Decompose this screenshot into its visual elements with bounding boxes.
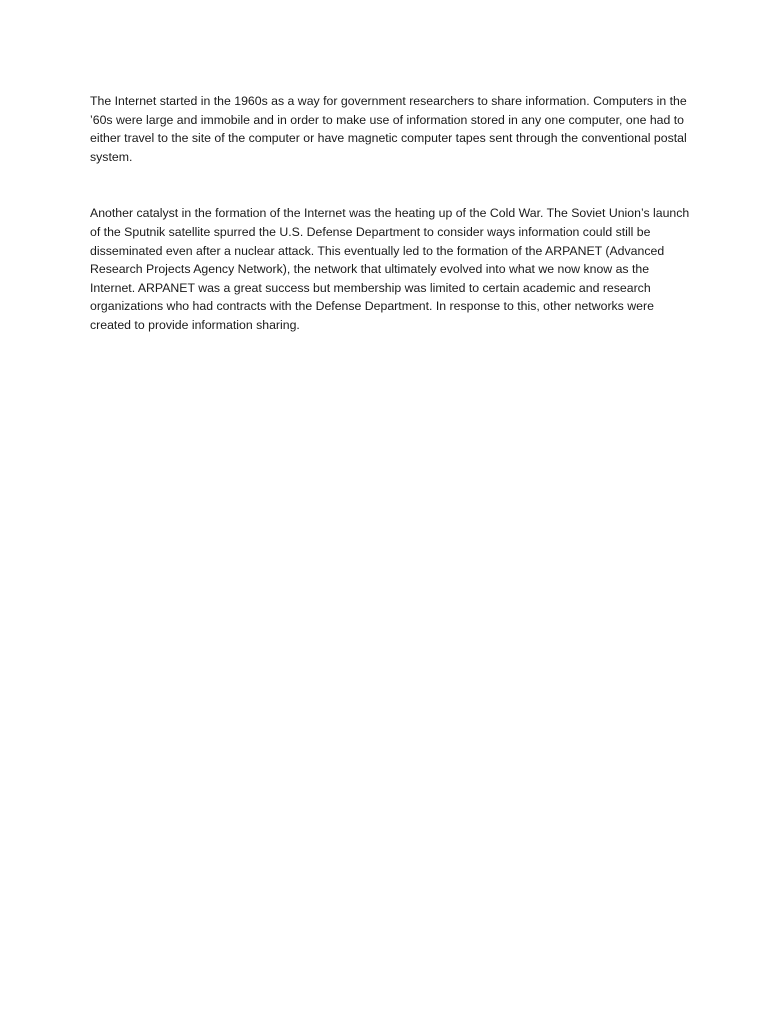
paragraph-cold-war-catalyst: Another catalyst in the formation of the Internet was the heating up of the Cold War. The Soviet Union’s launch of the Sputnik satellite spurred the U.S. Defense Department to consider ways information could still be disseminated even after a nuclear attack. This eventually led to the formation of the ARPANET (Advanced Research Projects Agency Network), the network that ultimately evolved into what we now know as the Internet. ARPANET was a great success but membership was limited to certain academic and research organizations who had contracts with the Defense Department. In response to this, other networks were created to provide information sharing. bbox=[90, 206, 690, 332]
document-body bbox=[90, 92, 690, 335]
paragraph-internet-origins: The Internet started in the 1960s as a way for government researchers to share information. Computers in the ’60s were large and immobile and in order to make use of information stored in any one computer, one had to either travel to the site of the computer or have magnetic computer tapes sent through the conventional postal system. bbox=[90, 94, 687, 164]
